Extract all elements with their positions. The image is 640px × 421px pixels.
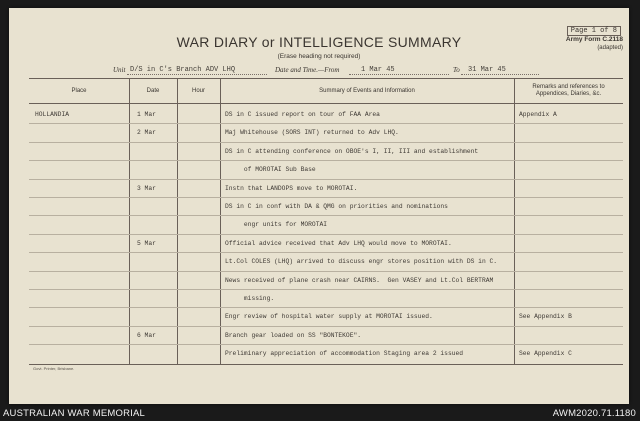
table-row	[29, 124, 623, 141]
unit-value: D/S in C's Branch ADV LHQ	[130, 66, 236, 74]
date-to-value: 31 Mar 45	[468, 66, 506, 74]
table-row	[29, 180, 623, 197]
header-remarks: Remarks and references to Appendices, Diaries, &c.	[532, 84, 605, 97]
summary-cell: Official advice received that Adv LHQ would move to MOROTAI.	[225, 239, 452, 247]
header-date: Date	[146, 87, 160, 94]
date-to-dots	[461, 74, 539, 75]
unit-dots	[127, 74, 267, 75]
summary-cell: Preliminary appreciation of accommodation Staging area 2 issued	[225, 350, 464, 358]
table-row	[29, 290, 623, 307]
summary-cell: Branch gear loaded on SS "BONTEKOE".	[225, 331, 362, 339]
table-row	[29, 345, 623, 362]
header-place: Place	[71, 87, 87, 94]
remarks-cell: See Appendix B	[519, 313, 572, 321]
table-row	[29, 161, 623, 178]
summary-cell: engr units for MOROTAI	[225, 221, 328, 229]
date-from-dots	[349, 74, 449, 75]
date-cell: 3 Mar	[137, 184, 156, 192]
summary-cell: Maj Whitehouse (SORS INT) returned to Adv LHQ.	[225, 129, 399, 137]
date-cell: 6 Mar	[137, 331, 156, 339]
date-from-value: 1 Mar 45	[361, 66, 395, 74]
table-row	[29, 143, 623, 160]
table-row	[29, 308, 623, 325]
summary-cell: of MOROTAI Sub Base	[225, 166, 316, 174]
unit-date-line	[113, 64, 583, 76]
summary-cell: missing.	[225, 295, 275, 302]
date-cell: 5 Mar	[137, 239, 156, 247]
table-row	[29, 216, 623, 233]
remarks-cell: See Appendix C	[519, 350, 572, 358]
table-row	[29, 272, 623, 289]
date-from-label: Date and Time.—From	[275, 66, 340, 74]
summary-cell: DS in C issued report on tour of FAA Area	[225, 111, 380, 118]
footer-accession-number: AWM2020.71.1180	[552, 408, 636, 419]
table-row	[29, 327, 623, 344]
diary-sheet	[9, 8, 629, 404]
page-count: Page 1 of 8	[567, 26, 621, 36]
summary-cell: Instn that LANDOPS move to MOROTAI.	[225, 184, 358, 192]
remarks-cell: Appendix A	[519, 111, 557, 118]
footer-institution: AUSTRALIAN WAR MEMORIAL	[3, 408, 146, 419]
army-form-adapted: (adapted)	[597, 45, 623, 51]
header-hour: Hour	[191, 87, 205, 94]
place-cell: HOLLANDIA	[35, 111, 70, 118]
summary-cell: News received of plane crash near CAIRNS. Gen VASEY and Lt.Col BERTRAM	[225, 276, 494, 284]
document-title: WAR DIARY or INTELLIGENCE SUMMARY	[176, 34, 462, 50]
date-cell: 1 Mar	[137, 111, 156, 118]
army-form-number: Army Form C.2118	[565, 36, 623, 43]
diary-table	[29, 78, 623, 365]
date-cell: 2 Mar	[137, 129, 156, 137]
header-summary: Summary of Events and Information	[319, 87, 415, 94]
date-to-label: To	[453, 66, 460, 74]
summary-cell: Engr review of hospital water supply at MOROTAI issued.	[225, 313, 433, 321]
table-row	[29, 235, 623, 252]
printer-imprint: Govt. Printer, Brisbane.	[33, 366, 75, 371]
document-subtitle: (Erase heading not required)	[277, 53, 361, 60]
summary-cell: DS in C attending conference on OBOE's I, II, III and establishment	[225, 147, 479, 155]
table-row	[29, 198, 623, 215]
unit-label: Unit	[113, 66, 126, 74]
summary-cell: DS in C in conf with DA & QMG on priorities and nominations	[225, 203, 448, 210]
summary-cell: Lt.Col COLES (LHQ) arrived to discuss engr stores position with DS in C.	[225, 258, 498, 266]
header-rule	[29, 103, 623, 104]
table-row	[29, 106, 623, 123]
table-row	[29, 253, 623, 270]
